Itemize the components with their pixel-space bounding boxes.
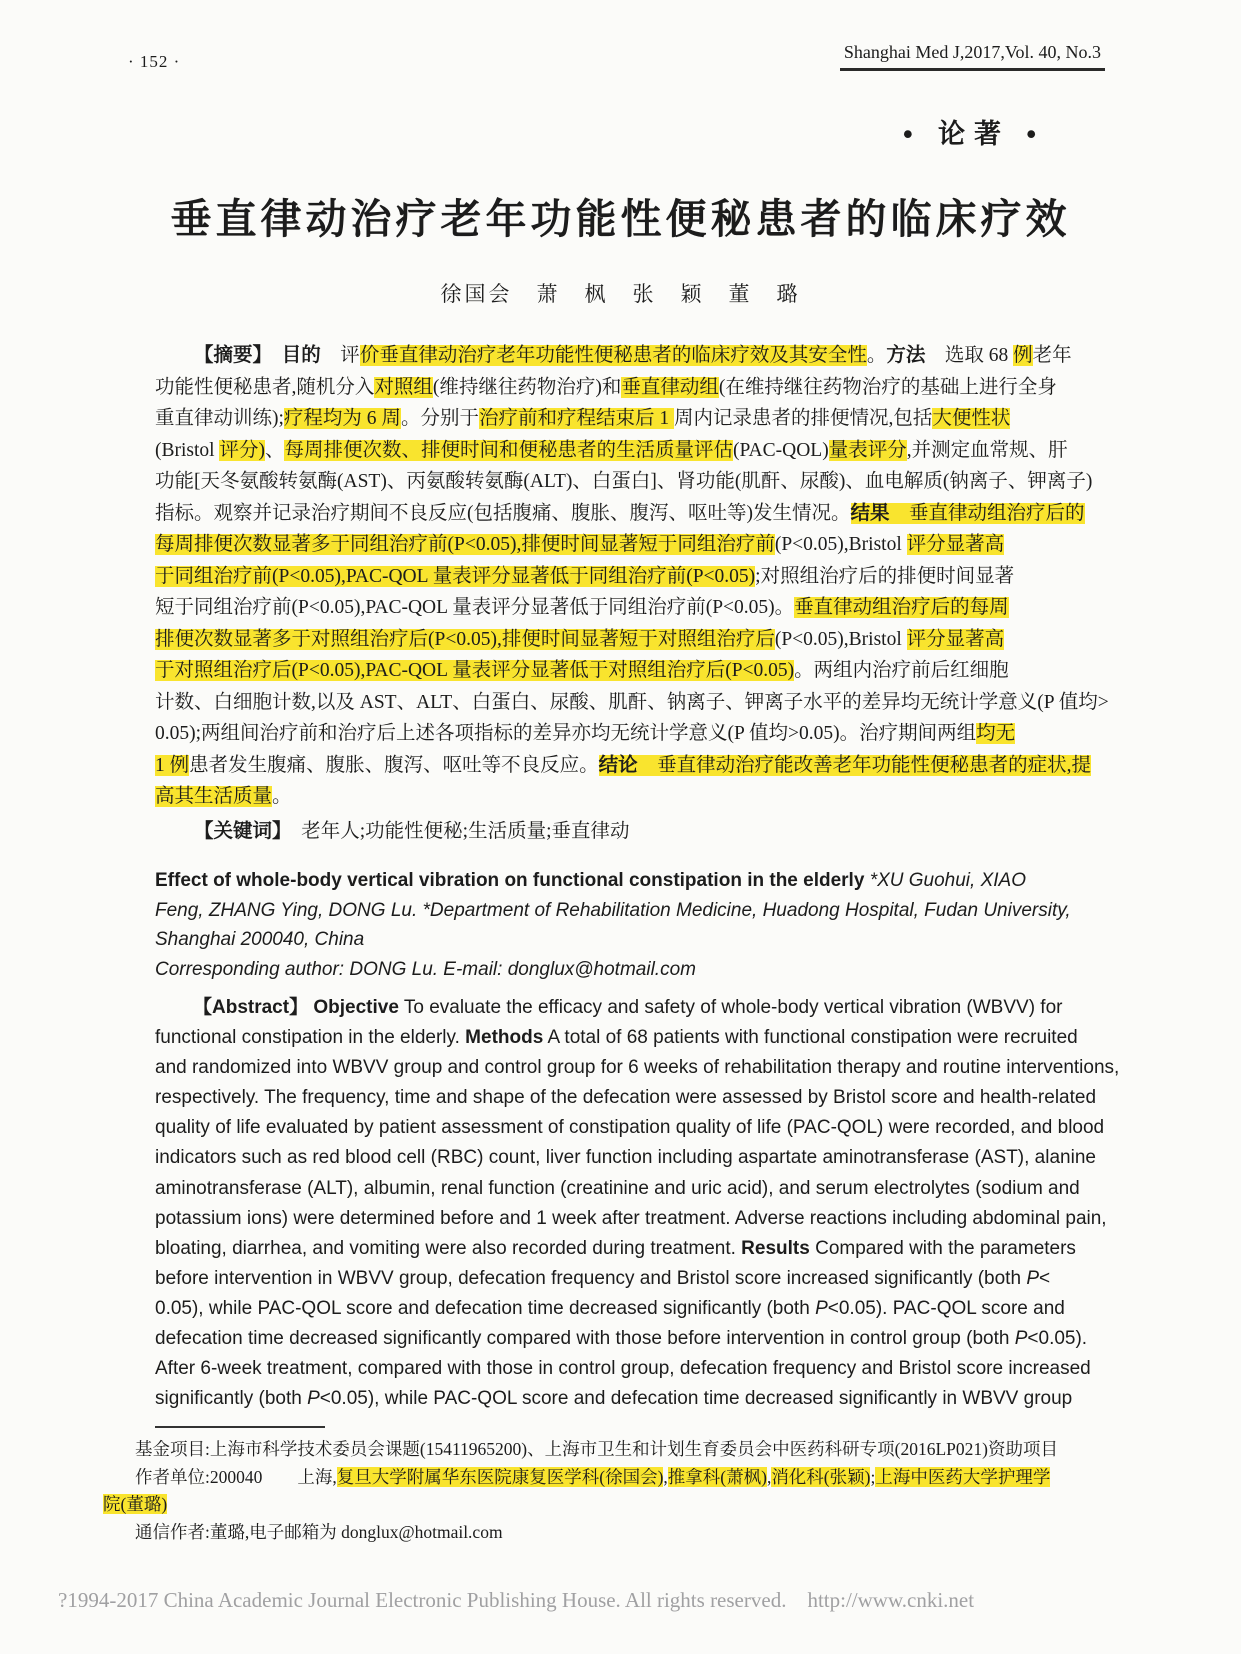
text-segment: Methods	[465, 1027, 544, 1049]
text-segment: bloating, diarrhea, and vomiting were also recorded during treatment.	[155, 1237, 742, 1259]
text-segment: 功能[天冬氨酸转氨酶(AST)、丙氨酸转氨酶(ALT)、白蛋白]、肾功能(肌酐、尿酸)、血电解质(钠离子、钾离子)	[155, 471, 1093, 492]
highlighted-text: 垂直律动组治疗后的每周	[794, 597, 1009, 618]
chinese-abstract	[155, 340, 1135, 813]
highlighted-text: 于同组治疗前(P<0.05),PAC-QOL 量表评分显著低于同组治疗前(P<0.05)	[155, 565, 756, 587]
highlighted-text: 复旦大学附属华东医院康复医学科(徐国会)	[336, 1466, 664, 1487]
text-line	[155, 925, 1145, 955]
text-segment: *XU Guohui, XIAO	[869, 870, 1026, 891]
text-line	[155, 781, 1135, 813]
text-segment: ,并测定血常规、肝	[906, 439, 1068, 461]
highlighted-text: 每周排便次数、排便时间和便秘患者的生活质量评估	[284, 439, 733, 461]
highlighted-text: 治疗前和疗程结束后 1	[478, 408, 674, 429]
journal-citation: Shanghai Med J,2017,Vol. 40, No.3	[840, 42, 1105, 71]
text-line	[103, 1491, 1133, 1519]
highlighted-text: 评分显著高	[906, 628, 1005, 650]
text-line	[155, 1083, 1145, 1113]
text-line	[155, 993, 1145, 1023]
text-segment: before intervention in WBVV group, defecation frequency and Bristol score increased significantly (both	[155, 1267, 1027, 1289]
page-number: · 152 ·	[128, 52, 181, 71]
text-segment: P	[1026, 1267, 1039, 1289]
text-segment: P	[307, 1388, 320, 1410]
text-line	[155, 816, 1135, 848]
text-line	[155, 466, 1135, 498]
text-line	[155, 896, 1145, 926]
text-segment: Compared with the parameters	[809, 1237, 1076, 1259]
text-segment: 。	[866, 345, 887, 366]
highlighted-text: 消化科(张颖)	[771, 1466, 871, 1487]
highlighted-text: 例	[1013, 345, 1033, 366]
text-segment: Feng, ZHANG Ying, DONG Lu. *Department of Rehabilitation Medicine, Huadong Hospital, Fudan University,	[155, 899, 1071, 921]
text-segment: respectively. The frequency, time and shape of the defecation were assessed by Bristol score and health-related	[155, 1087, 1097, 1109]
highlighted-text: 1 例	[155, 754, 190, 776]
text-segment: 计数、白细胞计数,以及 AST、ALT、白蛋白、尿酸、肌酐、钠离子、钾离子水平的差异均无统计学意义(P 值均>	[155, 691, 1109, 713]
text-segment: <0.05), while PAC-QOL score and defecation time decreased significantly in WBVV group	[319, 1388, 1073, 1410]
text-segment: indicators such as red blood cell (RBC) count, liver function including aspartate aminotransferase (AST), alanine	[155, 1147, 1096, 1169]
text-segment: 方法	[886, 345, 926, 366]
text-line	[103, 1436, 1133, 1464]
article-title: 垂直律动治疗老年功能性便秘患者的临床疗效	[170, 196, 1071, 242]
text-segment: 评	[320, 345, 360, 366]
highlighted-text: 量表评分	[828, 439, 907, 461]
keywords	[155, 816, 1135, 848]
text-segment: 短于同组治疗前(P<0.05),PAC-QOL 量表评分显著低于同组治疗前(P<0.05)。	[155, 597, 795, 618]
text-segment: (P<0.05),Bristol	[774, 628, 907, 650]
text-segment: <0.05).	[1027, 1328, 1088, 1350]
text-line	[155, 1174, 1145, 1204]
footnote-divider	[155, 1426, 325, 1428]
authors: 徐国会 萧 枫 张 颖 董 璐	[440, 282, 801, 306]
text-segment: (Bristol	[155, 439, 220, 461]
text-segment: 患者发生腹痛、腹胀、腹泻、呕吐等不良反应。	[189, 754, 599, 776]
text-segment: defecation time decreased significantly compared with those before intervention in control group (both	[155, 1328, 1015, 1350]
text-line	[155, 687, 1135, 719]
text-segment: Objective	[313, 997, 399, 1018]
text-segment: 基金项目:上海市科学技术委员会课题(15411965200)、上海市卫生和计划生育委员会中医药科研专项(2016LP021)资助项目	[135, 1439, 1058, 1459]
text-segment: (PAC-QOL)	[733, 439, 829, 461]
highlighted-text: 高其生活质量	[155, 786, 273, 807]
highlighted-text: 评分)	[219, 439, 265, 461]
text-segment: Corresponding author: DONG Lu. E-mail: donglux@hotmail.com	[155, 958, 696, 980]
highlighted-text: 价垂直律动治疗老年功能性便秘患者的临床疗效及其安全性	[359, 345, 867, 366]
text-line	[155, 1204, 1145, 1234]
text-segment: <	[1039, 1267, 1051, 1289]
text-segment: (维持继往药物治疗)和	[432, 376, 622, 398]
text-line	[103, 1464, 1133, 1492]
text-segment: 、	[264, 439, 285, 461]
text-line	[155, 955, 1145, 985]
text-line	[155, 1384, 1145, 1414]
text-segment: ;对照组治疗后的排便时间显著	[755, 565, 1015, 587]
text-line	[155, 561, 1135, 593]
text-segment: ,	[663, 1466, 668, 1487]
highlighted-text: 上海中医药大学护理学	[875, 1466, 1051, 1487]
english-title-block	[155, 866, 1145, 984]
text-segment: 选取 68	[925, 345, 1014, 366]
text-segment: To evaluate the efficacy and safety of whole-body vertical vibration (WBVV) for	[398, 997, 1063, 1018]
text-segment: 老年人;功能性便秘;生活质量;垂直律动	[281, 821, 630, 842]
text-segment: Shanghai 200040, China	[155, 929, 365, 950]
text-line	[155, 340, 1135, 372]
text-line	[155, 498, 1135, 530]
text-line	[155, 529, 1135, 561]
english-abstract	[155, 993, 1145, 1414]
highlighted-text: 垂直律动组治疗后的	[889, 502, 1085, 524]
text-segment: 重直律动训练);	[155, 408, 284, 429]
text-segment: 功能性便秘患者,随机分入	[155, 376, 375, 398]
text-line	[155, 655, 1135, 687]
text-segment: After 6-week treatment, compared with those in control group, defecation frequency and Bristol score increased	[155, 1358, 1091, 1380]
highlighted-text: 排便次数显著多于对照组治疗后(P<0.05),排便时间显著短于对照组治疗后	[155, 628, 775, 650]
text-segment: 【关键词】	[194, 821, 282, 842]
highlighted-text: 垂直律动组	[621, 376, 719, 398]
text-line	[155, 624, 1135, 656]
highlighted-text: 于对照组治疗后(P<0.05),PAC-QOL 量表评分显著低于对照组治疗后(P<0.05)	[155, 660, 795, 681]
text-segment: 指标。观察并记录治疗期间不良反应(包括腹痛、腹胀、腹泻、呕吐等)发生情况。	[155, 502, 851, 524]
text-segment	[262, 345, 282, 366]
text-segment: (在维持继往药物治疗的基础上进行全身	[718, 376, 1057, 398]
text-segment: functional constipation in the elderly.	[155, 1027, 466, 1049]
text-segment: and randomized into WBVV group and control group for 6 weeks of rehabilitation therapy and routine interventions,	[155, 1057, 1120, 1079]
text-line	[155, 1053, 1145, 1083]
highlighted-text: 结论	[598, 754, 638, 776]
copyright-notice: ?1994-2017 China Academic Journal Electronic Publishing House. All rights reserved. http://www.cnki.net	[58, 1588, 975, 1612]
text-segment: 作者单位:200040 上海,	[135, 1466, 337, 1487]
text-segment: 。两组内治疗前后红细胞	[794, 660, 1009, 681]
text-segment: 【摘要】	[194, 345, 263, 366]
text-line	[155, 435, 1135, 467]
highlighted-text: 每周排便次数显著多于同组治疗前(P<0.05),排便时间显著短于同组治疗前	[155, 534, 775, 555]
text-segment: 周内记录患者的排便情况,包括	[673, 408, 933, 429]
text-line	[155, 750, 1135, 782]
text-line	[155, 1354, 1145, 1384]
text-segment: P	[815, 1297, 828, 1319]
text-segment: 通信作者:董璐,电子邮箱为 donglux@hotmail.com	[135, 1521, 503, 1542]
text-segment: significantly (both	[155, 1388, 308, 1410]
text-segment: 。	[272, 786, 292, 807]
highlighted-text: 垂直律动治疗能改善老年功能性便秘患者的症状,提	[637, 754, 1092, 776]
highlighted-text: 评分显著高	[906, 534, 1005, 555]
text-segment: 老年	[1032, 345, 1072, 366]
text-line	[155, 1324, 1145, 1354]
highlighted-text: 推拿科(萧枫)	[667, 1466, 767, 1487]
highlighted-text: 大便性状	[932, 408, 1011, 429]
text-line	[155, 718, 1135, 750]
text-segment: ;	[870, 1466, 876, 1487]
text-segment: Results	[741, 1237, 810, 1259]
text-segment: potassium ions) were determined before and 1 week after treatment. Adverse reactions including abdominal pain,	[155, 1207, 1107, 1229]
highlighted-text: 结果	[850, 502, 890, 524]
highlighted-text: 疗程均为 6 周	[283, 408, 401, 429]
text-segment: P	[1014, 1328, 1028, 1350]
text-segment: A total of 68 patients with functional constipation were recruited	[543, 1027, 1078, 1049]
highlighted-text: 院(董璐)	[103, 1494, 168, 1514]
text-line	[103, 1519, 1133, 1547]
text-line	[155, 1234, 1145, 1264]
text-segment: quality of life evaluated by patient assessment of constipation quality of life (PAC-QOL) were recorded, and blood	[155, 1117, 1105, 1139]
text-segment: ,	[766, 1466, 772, 1487]
text-segment: aminotransferase (ALT), albumin, renal function (creatinine and uric acid), and serum electrolytes (sodium and	[155, 1177, 1080, 1199]
text-segment: (P<0.05),Bristol	[774, 534, 907, 555]
footnotes	[103, 1436, 1133, 1546]
text-line	[155, 403, 1135, 435]
text-line	[155, 1143, 1145, 1173]
text-segment: 【Abstract】	[193, 997, 309, 1018]
text-segment: 0.05);两组间治疗前和治疗后上述各项指标的差异亦均无统计学意义(P 值均>0.05)。治疗期间两组	[155, 723, 977, 744]
text-line	[155, 372, 1135, 404]
text-segment: Effect of whole-body vertical vibration on functional constipation in the elderly	[155, 870, 865, 891]
text-line	[155, 1023, 1145, 1053]
highlighted-text: 均无	[976, 723, 1016, 744]
text-line	[155, 866, 1145, 896]
highlighted-text: 对照组	[374, 376, 433, 398]
text-segment: 目的	[281, 345, 321, 366]
text-segment: 。分别于	[400, 408, 479, 429]
text-line	[155, 1294, 1145, 1324]
article-type-label: • 论著 •	[903, 119, 1045, 149]
text-segment: <0.05). PAC-QOL score and	[827, 1297, 1065, 1319]
text-line	[155, 592, 1135, 624]
text-line	[155, 1264, 1145, 1294]
text-line	[155, 1113, 1145, 1143]
text-segment: 0.05), while PAC-QOL score and defecation time decreased significantly (both	[155, 1297, 816, 1319]
